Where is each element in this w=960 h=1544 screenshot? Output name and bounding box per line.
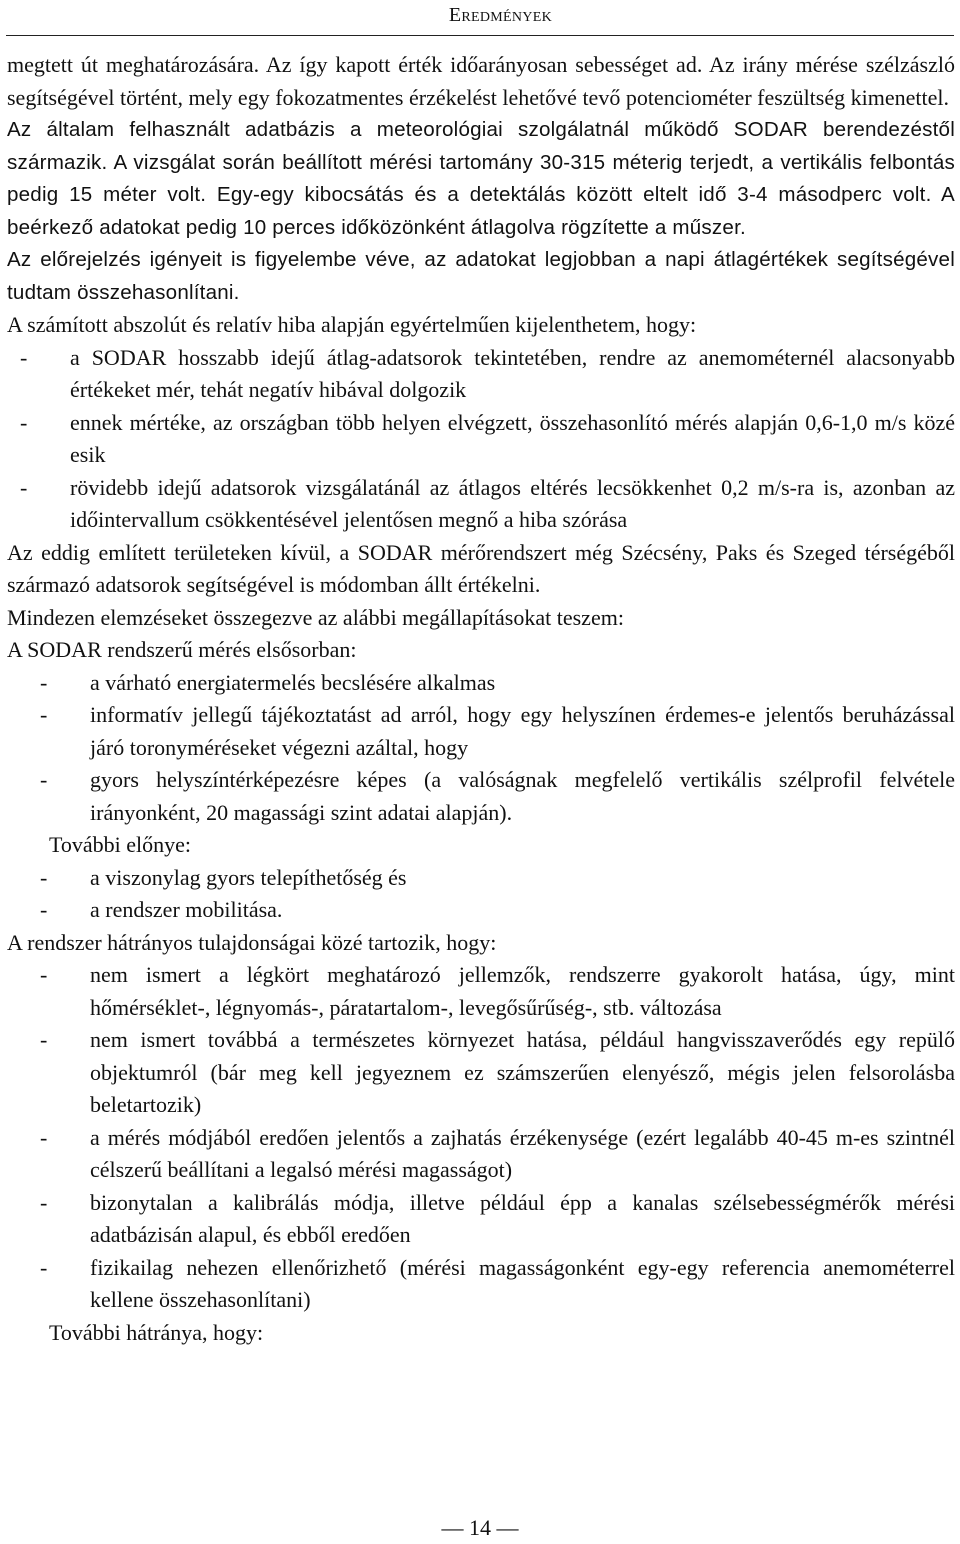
list-item: - a mérés módjából eredően jelentős a zajhatás érzékenysége (ezért legalább 40-45 m-es szintnél célszerű beállítani a legalsó mérési magasságot): [7, 1122, 955, 1187]
page-header: [0, 0, 960, 38]
section-title: Eredmények: [448, 4, 552, 26]
paragraph-disadvantages: A rendszer hátrányos tulajdonságai közé tartozik, hogy:: [7, 929, 497, 955]
list-dash: -: [40, 897, 48, 922]
header-rule: [6, 35, 954, 36]
list-item: - fizikailag nehezen ellenőrizhető (mérési magasságonként egy-egy referencia anemométerrel kellene összehasonlítani): [7, 1252, 955, 1317]
paragraph-error: A számított abszolút és relatív hiba alapján egyértelműen kijelenthetem, hogy:: [7, 312, 697, 337]
body-text: [7, 49, 955, 1349]
list-dash: -: [40, 864, 48, 890]
list-dash: -: [40, 1027, 48, 1052]
paragraph-other-sites: Az eddig említett területeken kívül, a SODAR mérőrendszert még Szécsény, Paks és Szeged térségéből származó adatsorok segítségével is módomban állt értékelni.: [7, 539, 955, 597]
paragraph-primary-use: A SODAR rendszerű mérés elsősorban:: [7, 637, 357, 662]
advantages-list: [7, 862, 955, 927]
error-findings-list: [7, 342, 955, 537]
list-item: - rövidebb idejű adatsorok vizsgálatánál az átlagos eltérés lecsökkenhet 0,2 m/s-ra is, azonban az időintervallum csökkentésével jelentősen megnő a hiba szórása: [7, 472, 955, 537]
list-dash: -: [40, 1124, 48, 1150]
list-item: - nem ismert a légkört meghatározó jellemzők, rendszerre gyakorolt hatása, úgy, mint hőmérséklet-, légnyomás-, páratartalom-, levegősűrűség-, stb. változása: [7, 959, 955, 1024]
list-item: - ennek mértéke, az országban több helyen elvégzett, összehasonlító mérés alapján 0,6-1,0 m/s közé esik: [7, 407, 955, 472]
paragraph-further-disadvantages: További hátránya, hogy:: [49, 1319, 264, 1345]
list-item: - a viszonylag gyors telepíthetőség és: [7, 862, 955, 895]
list-item: - a rendszer mobilitása.: [7, 894, 955, 927]
list-item: - informatív jellegű tájékoztatást ad arról, hogy egy helyszínen érdemes-e jelentős beruházással járó toronyméréseket végezni azáltal, hogy: [7, 699, 955, 764]
paragraph-advantages: További előnye:: [49, 832, 192, 857]
paragraph-intro: megtett út meghatározására. Az így kapott érték időarányosan sebességet ad. Az irány mérése szélzászló segítségével történt, mely egy fokozatmentes érzékelést lehetővé tevő potenciométer feszültség kimenettel.: [7, 52, 955, 110]
paragraph-summary: Mindezen elemzéseket összegezve az alábbi megállapításokat teszem:: [7, 604, 624, 630]
list-item: - nem ismert továbbá a természetes környezet hatása, például hangvisszaverődés egy repülő objektumról (bár meg kell jegyeznem ez számszerűen elenyésző, mégis jelen felsorolásba beletartozik): [7, 1024, 955, 1122]
list-item: - bizonytalan a kalibrálás módja, illetve például épp a kanalas szélsebességmérők mérési adatbázisán alapul, és ebből eredően: [7, 1187, 955, 1252]
list-dash: -: [20, 474, 28, 500]
page-number: — 14 —: [441, 1515, 519, 1540]
list-dash: -: [40, 767, 48, 792]
disadvantages-list: [7, 959, 955, 1317]
list-item: - a SODAR hosszabb idejű átlag-adatsorok tekintetében, rendre az anemométernél alacsonyabb értékeket mér, tehát negatív hibával dolgozik: [7, 342, 955, 407]
paragraph-database: Az általam felhasznált adatbázis a meteorológiai szolgálatnál működő SODAR berendezéstől származik. A vizsgálat során beállított mérési tartomány 30-315 méterig terjedt, a vertikális felbontás pedig 15 méter volt. Egy-egy kibocsátás és a detektálás között eltelt idő 3-4 másodperc volt. A beérkező adatokat pedig 10 perces időközönként átlagolva rögzítette a műszer.: [7, 118, 955, 239]
list-item: - a várható energiatermelés becslésére alkalmas: [7, 667, 955, 700]
list-dash: -: [20, 344, 28, 370]
primary-use-list: [7, 667, 955, 830]
list-dash: -: [40, 962, 48, 987]
list-dash: -: [20, 409, 28, 435]
paragraph-forecast: Az előrejelzés igényeit is figyelembe véve, az adatokat legjobban a napi átlagértékek segítségével tudtam összehasonlítani.: [7, 248, 955, 304]
list-dash: -: [40, 1189, 48, 1215]
list-dash: -: [40, 669, 48, 695]
list-dash: -: [40, 702, 48, 727]
list-dash: -: [40, 1254, 48, 1280]
list-item: - gyors helyszíntérképezésre képes (a valóságnak megfelelő vertikális szélprofil felvétele irányonként, 20 magassági szint adatai alapján).: [7, 764, 955, 829]
